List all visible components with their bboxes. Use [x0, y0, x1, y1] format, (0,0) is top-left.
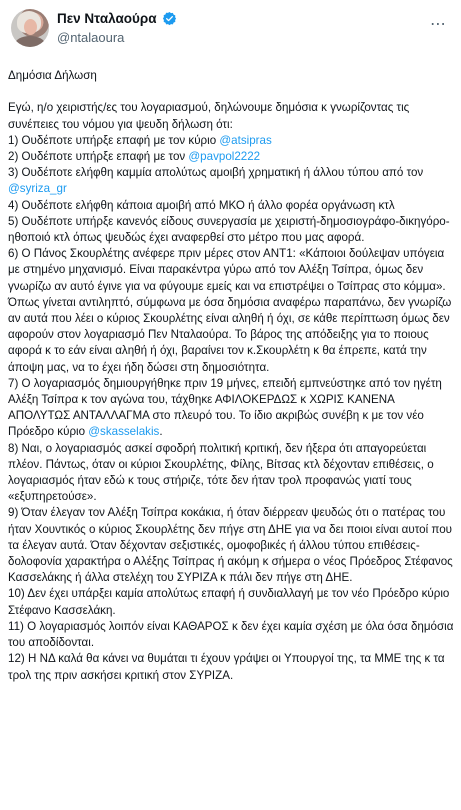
statement-7-end: .: [159, 425, 163, 439]
avatar-face: [24, 19, 37, 35]
handle[interactable]: @ntalaoura: [57, 30, 125, 45]
statement-2-text: 2) Ουδέποτε υπήρξε επαφή με τον: [8, 150, 189, 163]
statement-7-text: 7) Ο λογαριασμός δημιουργήθηκε πριν 19 μήνες, επειδή εμπνεύστηκε από τον ηγέτη Αλέξη Τσίπρα κ τον αγώνα του, τάχθηκε ΑΦΙΛΟΚΕΡΔΩΣ κ ΧΩΡΙΣ ΚΑΝΕΝΑ ΑΠΟΛΥΤΩΣ ΑΝΤΑΛΛΑΓΜΑ στο πλευρό του. Το ίδιο ακριβώς συνέβη κ με τον νέο Πρόεδρο κύριο: [8, 376, 442, 439]
name-row: [57, 11, 177, 26]
avatar-shoulder: [15, 36, 45, 47]
statement-2: [8, 149, 454, 165]
statement-3-text: 3) Ουδέποτε ελήφθη καμμία απολύτως αμοιβή χρηματική ή άλλου τύπου από τον: [8, 166, 424, 180]
more-icon[interactable]: ⋯: [430, 16, 447, 33]
statement-8: 8) Ναι, ο λογαριασμός ασκεί σφοδρή πολιτική κριτική, δεν ήξερα ότι απαγορεύεται πλέον. Πάντως, όταν οι κύριοι Σκουρλέτης, Φίλης, Βίτσας κτλ δέχονταν επιθέσεις, ο λογαριασμός ήταν εδώ κ τους στήριζε, τότε δεν ήταν τρολ προφανώς γιατί τους «εξυπηρετούσε».: [8, 441, 434, 504]
statement-9: 9) Όταν έλεγαν τον Αλέξη Τσίπρα κοκάκια, ή όταν διέρρεαν ψευδώς ότι ο πατέρας του ήταν Χουντικός ο κύριος Σκουρλέτης δεν πήγε στη ΔΗΕ για να δει ποιοι είναι αυτοί που τα έλεγαν αυτά. Όταν δέχονταν σεξιστικές, ομοφοβικές ή άλλου τύπου επιθέσεις-δολοφονία χαρακτήρα ο Αλέξης Τσίπρας ή ακόμη κ σήμερα ο νέος Πρόεδρος Στέφανος Κασσελάκης ή άλλα στελέχη του ΣΥΡΙΖΑ κ πάλι δεν πήγε στη ΔΗΕ.: [8, 506, 453, 585]
statement-1-text: 1) Ουδέποτε υπήρξε επαφή με τον κύριο: [8, 133, 220, 147]
tweet-body: [8, 68, 454, 684]
mention-link[interactable]: @pavpol2222: [188, 150, 261, 163]
statement-12: 12) Η ΝΔ καλά θα κάνει να θυμάται τι έχουν γράψει οι Υπουργοί της, τα ΜΜΕ της κ τα τρολ της πριν ασκήσει κριτική στον ΣΥΡΙΖΑ.: [8, 652, 445, 682]
tweet-intro: Εγώ, η/ο χειριστής/ες του λογαριασμού, δηλώνουμε δημόσια κ γνωρίζοντας τις συνέπειες του νόμου για ψευδη δήλωση ότι:: [8, 101, 410, 131]
avatar[interactable]: [11, 9, 49, 47]
tweet-header: [0, 0, 461, 56]
display-name[interactable]: Πεν Νταλαούρα: [57, 11, 157, 26]
verified-badge-icon: [162, 11, 177, 26]
mention-link[interactable]: @syriza_gr: [8, 182, 67, 196]
statement-7: [8, 376, 454, 441]
statement-6: 6) Ο Πάνος Σκουρλέτης ανέφερε πριν μέρες στον ΑΝΤ1: «Κάποιοι δούλεψαν υπόγεια με στημένο μηχανισμό. Είναι παρακέντρα γύρω από τον Αλέξη Τσίπρα, όμως δεν γνωρίζω αν αυτό έγινε για να φύγουμε εμείς και να επιστρέψει ο Τσίπρας στο κόμμα». Όπως γίνεται αντιληπτό, σύμφωνα με όσα δημόσια αναφέρω παραπάνω, δεν γνωρίζω αν αυτά που λέει ο κύριος Σκουρλέτης είναι αληθή ή όχι, σε κάθε περίπτωση όμως δεν αφορούν στον λογαριασμό Πεν Νταλαούρα. Το βάρος της απόδειξης για το ποιους αφορά κ το εάν είναι αληθή ή όχι, βαραίνει τον κ.Σκουρλέτη κ θα έπρεπε, κατά την άποψη μας, να το έχει ήδη δώσει στη δημοσιότητα.: [8, 247, 452, 374]
statement-10: 10) Δεν έχει υπάρξει καμία απολύτως επαφή ή συνδιαλλαγή με τον νέο Πρόεδρο κύριο Στέφανο Κασσελάκη.: [8, 587, 450, 617]
spacer: [8, 84, 454, 100]
statement-3: [8, 165, 454, 197]
statement-1: [8, 133, 454, 149]
statement-4: 4) Ουδέποτε ελήφθη κάποια αμοιβή από ΜΚΟ ή άλλο φορέα οργάνωση κτλ: [8, 198, 395, 212]
statement-11: 11) Ο λογαριασμός λοιπόν είναι ΚΑΘΑΡΟΣ κ δεν έχει καμία σχέση με όλα όσα δημόσια του αποδίδονται.: [8, 619, 454, 650]
mention-link[interactable]: @atsipras: [219, 133, 272, 147]
tweet-title: Δημόσια Δήλωση: [8, 69, 97, 82]
statement-5: 5) Ουδέποτε υπήρξε κανενός είδους συνεργασία με χειριστή-δημοσιογράφο-δικηγόρο-ηθοποιό κτλ όπως ψευδώς έχει αναφερθεί στο μέτρο που μας αφορά.: [8, 214, 450, 245]
mention-link[interactable]: @skasselakis: [88, 425, 160, 439]
